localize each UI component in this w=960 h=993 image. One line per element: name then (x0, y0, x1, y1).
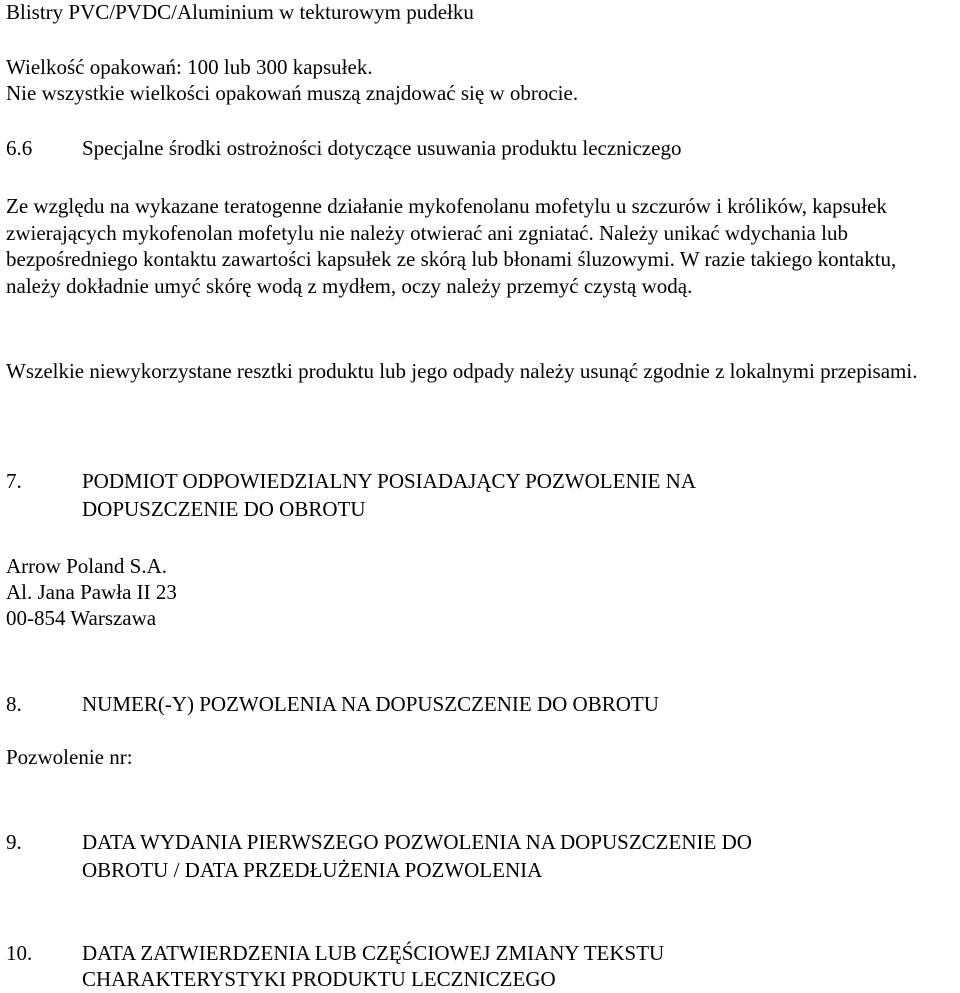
pack-sizes-line: Wielkość opakowań: 100 lub 300 kapsułek. (6, 55, 373, 79)
section-number: 8. (6, 692, 22, 716)
not-all-marketed-line: Nie wszystkie wielkości opakowań muszą znajdować się w obrocie. (6, 81, 579, 105)
section-title-line-1: DATA WYDANIA PIERWSZEGO POZWOLENIA NA DOPUSZCZENIE DO (82, 830, 752, 854)
disposal-paragraph-1: Ze względu na wykazane teratogenne działanie mykofenolanu mofetylu u szczurów i królików, kapsułek zwierających mykofenolan mofetylu nie należy otwierać ani zgniatać. Należy unikać wdychania lub bezpośredniego kontaktu zawartości kapsułek ze skórą lub błonami śluzowymi. W razie takiego kontaktu, należy dokładnie umyć skórę wodą z mydłem, oczy należy przemyć czystą wodą. (6, 194, 897, 298)
section-title: NUMER(-Y) POZWOLENIA NA DOPUSZCZENIE DO OBROTU (82, 692, 659, 716)
section-title-line-2: DOPUSZCZENIE DO OBROTU (82, 497, 366, 521)
section-number: 6.6 (6, 136, 33, 160)
company-street: Al. Jana Pawła II 23 (6, 580, 177, 604)
section-number: 7. (6, 469, 22, 493)
company-city: 00-854 Warszawa (6, 606, 157, 630)
section-title-line-1: PODMIOT ODPOWIEDZIALNY POSIADAJĄCY POZWOLENIE NA (82, 469, 697, 493)
section-title: Specjalne środki ostrożności dotyczące usuwania produktu leczniczego (82, 136, 682, 160)
section-title-line-2: CHARAKTERYSTYKI PRODUKTU LECZNICZEGO (82, 967, 556, 991)
company-name: Arrow Poland S.A. (6, 554, 167, 578)
permit-number-label: Pozwolenie nr: (6, 745, 133, 769)
disposal-paragraph-2: Wszelkie niewykorzystane resztki produktu lub jego odpady należy usunąć zgodnie z lokalnymi przepisami. (6, 359, 918, 383)
packaging-blister-line: Blistry PVC/PVDC/Aluminium w tekturowym pudełku (6, 0, 474, 24)
section-number: 9. (6, 830, 22, 854)
section-title-line-1: DATA ZATWIERDZENIA LUB CZĘŚCIOWEJ ZMIANY TEKSTU (82, 941, 665, 965)
section-title-line-2: OBROTU / DATA PRZEDŁUŻENIA POZWOLENIA (82, 858, 543, 882)
section-number: 10. (6, 941, 33, 965)
